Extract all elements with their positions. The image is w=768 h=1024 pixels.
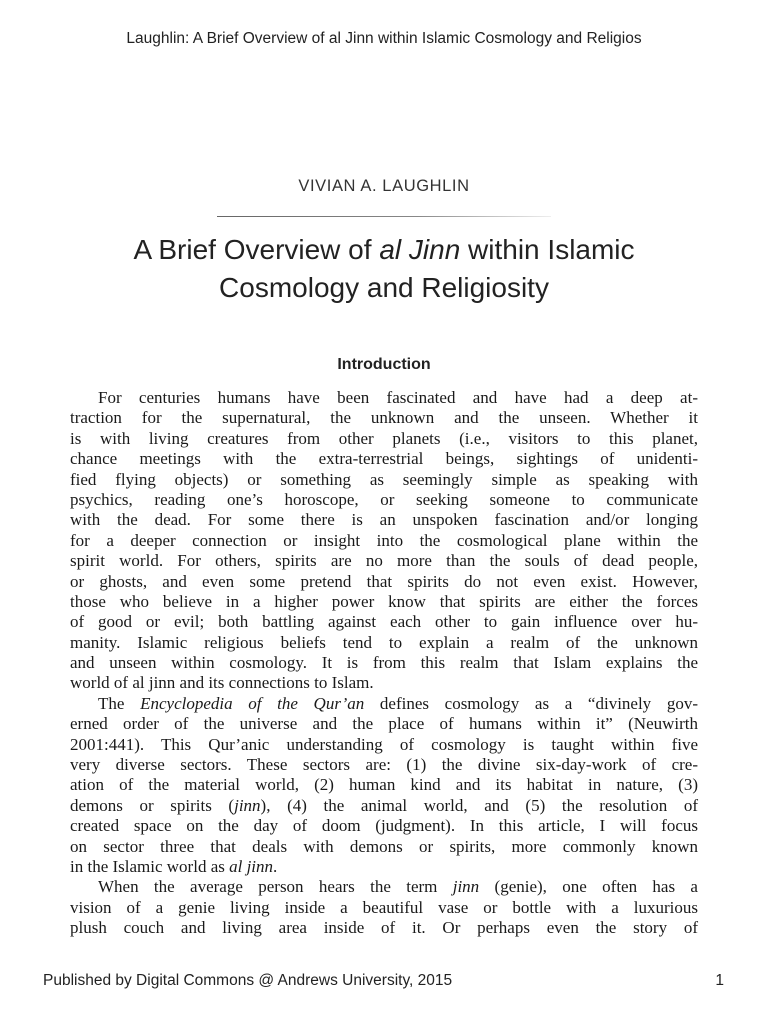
text-line: psychics, reading one’s horoscope, or seeking someone to communicate xyxy=(70,489,698,509)
text-line: ation of the material world, (2) human kind and its habitat in nature, (3) xyxy=(70,775,698,795)
text-line xyxy=(70,694,698,714)
article-title xyxy=(0,231,768,307)
text-line: of good or evil; both battling against each other to gain influence over hu- xyxy=(70,612,698,632)
text-run: defines cosmology as a “divinely gov- xyxy=(364,693,698,713)
text-line: created space on the day of doom (judgment). In this article, I will focus xyxy=(70,816,698,836)
text-run: . xyxy=(273,856,278,876)
title-line-1-italic: al Jinn xyxy=(379,234,461,265)
text-line: chance meetings with the extra-terrestrial beings, sightings of unidenti- xyxy=(70,449,698,469)
text-line: traction for the supernatural, the unknown and the unseen. Whether it xyxy=(70,408,698,428)
text-line: on sector three that deals with demons or spirits, more commonly known xyxy=(70,836,698,856)
text-run: (genie), one often has a xyxy=(479,877,698,897)
text-line: world of al jinn and its connections to Islam. xyxy=(70,673,374,693)
text-line xyxy=(70,796,698,816)
text-line: fied flying objects) or something as seemingly simple as speaking with xyxy=(70,469,698,489)
footer-publisher: Published by Digital Commons @ Andrews University, 2015 xyxy=(43,972,453,989)
text-line: For centuries humans have been fascinated and have had a deep at- xyxy=(98,388,698,407)
text-line xyxy=(70,877,698,897)
text-line: is with living creatures from other planets (i.e., visitors to this planet, xyxy=(70,428,698,448)
page-number: 1 xyxy=(715,972,724,989)
text-run: The xyxy=(98,693,141,713)
paragraph-2 xyxy=(70,694,698,878)
text-line: erned order of the universe and the place of humans within it” (Neuwirth xyxy=(70,714,698,734)
title-divider xyxy=(217,216,551,217)
text-run: in the Islamic world as xyxy=(70,856,230,876)
text-line: manity. Islamic religious beliefs tend to explain a realm of the unknown xyxy=(70,632,698,652)
paragraph-3 xyxy=(70,877,698,938)
citation-title: Encyclopedia of the Qur’an xyxy=(140,693,365,713)
text-line: or ghosts, and even some pretend that spirits do not even exist. However, xyxy=(70,571,698,591)
text-run: When the average person hears the term xyxy=(98,877,453,897)
body-text xyxy=(70,388,698,939)
text-line: plush couch and living area inside of it. Or perhaps even the story of xyxy=(70,918,698,938)
title-line-1-pre: A Brief Overview of xyxy=(133,234,380,265)
section-heading-introduction: Introduction xyxy=(337,356,431,373)
text-line: for a deeper connection or insight into the cosmological plane within the xyxy=(70,530,698,550)
text-line: very diverse sectors. These sectors are: (1) the divine six-day-work of cre- xyxy=(70,755,698,775)
title-line-1-post: within Islamic xyxy=(460,234,635,265)
title-line-1 xyxy=(0,231,768,269)
author-name: VIVIAN A. LAUGHLIN xyxy=(298,177,470,195)
text-line: vision of a genie living inside a beautiful vase or bottle with a luxurious xyxy=(70,897,698,917)
italic-term: jinn xyxy=(234,795,261,815)
text-line: with the dead. For some there is an unspoken fascination and/or longing xyxy=(70,510,698,530)
text-run: ), (4) the animal world, and (5) the resolution of xyxy=(260,795,698,815)
italic-term: al jinn xyxy=(229,856,274,876)
title-line-2: Cosmology and Religiosity xyxy=(219,272,549,303)
paragraph-1 xyxy=(70,388,698,694)
text-line: those who believe in a higher power know that spirits are either the forces xyxy=(70,591,698,611)
text-line xyxy=(70,857,698,877)
text-line: and unseen within cosmology. It is from this realm that Islam explains the xyxy=(70,653,698,673)
text-line: spirit world. For others, spirits are no more than the souls of dead people, xyxy=(70,551,698,571)
italic-term: jinn xyxy=(452,877,480,897)
text-line: 2001:441). This Qur’anic understanding of cosmology is taught within five xyxy=(70,734,698,754)
text-run: demons or spirits ( xyxy=(70,795,235,815)
running-header: Laughlin: A Brief Overview of al Jinn within Islamic Cosmology and Religios xyxy=(126,30,642,47)
